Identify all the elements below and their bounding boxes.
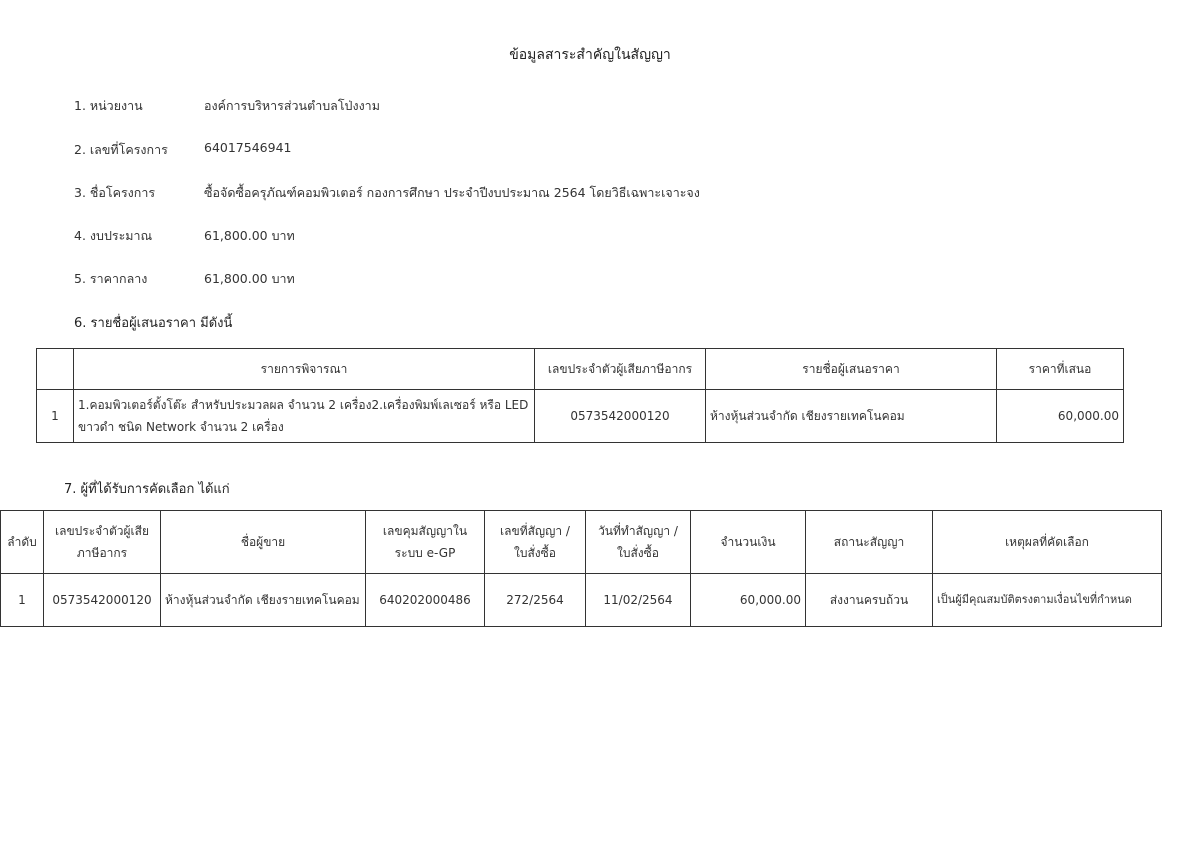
header-cell: [37, 349, 74, 390]
vendor-name: ห้างหุ้นส่วนจำกัด เชียงรายเทคโนคอม: [161, 574, 366, 627]
header-cell: รายการพิจารณา: [74, 349, 535, 390]
header-cell: เลขที่สัญญา / ใบสั่งซื้อ: [485, 511, 586, 574]
contract-status: ส่งงานครบถ้วน: [806, 574, 933, 627]
info-label: 5. ราคากลาง: [74, 271, 148, 286]
info-label: 2. เลขที่โครงการ: [74, 142, 168, 157]
bidders-table: [36, 348, 1124, 443]
bid-price: 60,000.00: [997, 390, 1124, 443]
document-title: ข้อมูลสาระสำคัญในสัญญา: [509, 47, 671, 63]
header-cell: ลำดับ: [1, 511, 44, 574]
info-value: 61,800.00 บาท: [204, 228, 295, 243]
info-value: ซื้อจัดซื้อครุภัณฑ์คอมพิวเตอร์ กองการศึกษา ประจำปีงบประมาณ 2564 โดยวิธีเฉพาะเจาะจง: [204, 185, 700, 200]
selection-reason: เป็นผู้มีคุณสมบัติตรงตามเงื่อนไขที่กำหนด: [933, 574, 1162, 627]
info-label: 1. หน่วยงาน: [74, 98, 143, 113]
header-cell: เลขประจำตัวผู้เสียภาษีอากร: [535, 349, 706, 390]
header-cell: ราคาที่เสนอ: [997, 349, 1124, 390]
info-value: 64017546941: [204, 140, 292, 155]
info-value: 61,800.00 บาท: [204, 271, 295, 286]
header-cell: วันที่ทำสัญญา / ใบสั่งซื้อ: [586, 511, 691, 574]
winners-table: [0, 510, 1162, 627]
section-bidders-heading: 6. รายชื่อผู้เสนอราคา มีดังนี้: [74, 316, 233, 331]
item-description: 1.คอมพิวเตอร์ตั้งโต๊ะ สำหรับประมวลผล จำนวน 2 เครื่อง2.เครื่องพิมพ์เลเซอร์ หรือ LED ขาวดำ ชนิด Network จำนวน 2 เครื่อง: [74, 390, 535, 443]
egp-control-number: 640202000486: [366, 574, 485, 627]
table-row: [1, 574, 1162, 627]
tax-id: 0573542000120: [44, 574, 161, 627]
header-cell: เหตุผลที่คัดเลือก: [933, 511, 1162, 574]
contract-number: 272/2564: [485, 574, 586, 627]
contract-amount: 60,000.00: [691, 574, 806, 627]
header-cell: สถานะสัญญา: [806, 511, 933, 574]
contract-date: 11/02/2564: [586, 574, 691, 627]
table-header-row: [37, 349, 1124, 390]
info-value: องค์การบริหารส่วนตำบลโป่งงาม: [204, 98, 380, 113]
tax-id: 0573542000120: [535, 390, 706, 443]
bidder-name: ห้างหุ้นส่วนจำกัด เชียงรายเทคโนคอม: [706, 390, 997, 443]
table-header-row: [1, 511, 1162, 574]
section-winners-heading: 7. ผู้ที่ได้รับการคัดเลือก ได้แก่: [64, 482, 230, 497]
header-cell: จำนวนเงิน: [691, 511, 806, 574]
table-row: [37, 390, 1124, 443]
row-number: 1: [37, 390, 74, 443]
info-label: 3. ชื่อโครงการ: [74, 185, 156, 200]
header-cell: เลขประจำตัวผู้เสียภาษีอากร: [44, 511, 161, 574]
header-cell: เลขคุมสัญญาในระบบ e-GP: [366, 511, 485, 574]
info-label: 4. งบประมาณ: [74, 228, 153, 243]
header-cell: ชื่อผู้ขาย: [161, 511, 366, 574]
header-cell: รายชื่อผู้เสนอราคา: [706, 349, 997, 390]
row-number: 1: [1, 574, 44, 627]
